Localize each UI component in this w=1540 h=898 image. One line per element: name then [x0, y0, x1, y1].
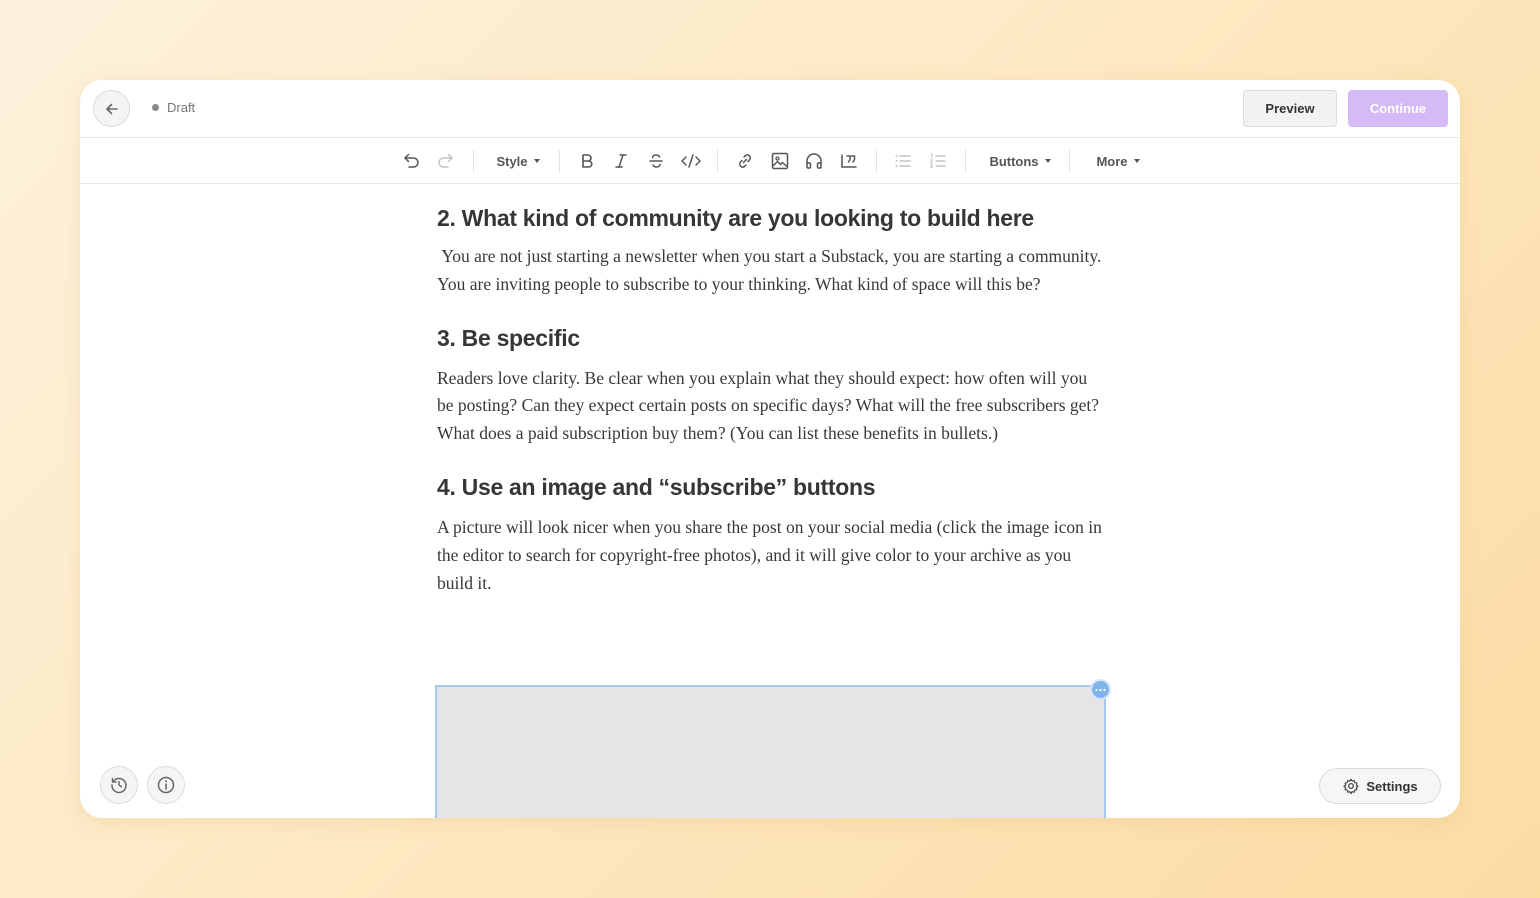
- arrow-left-icon: [104, 101, 120, 117]
- gear-icon: [1342, 777, 1360, 795]
- info-button[interactable]: [147, 766, 185, 804]
- code-button[interactable]: [677, 146, 705, 176]
- bold-icon: [578, 152, 596, 170]
- redo-icon: [436, 151, 456, 171]
- more-dropdown[interactable]: [1085, 146, 1151, 176]
- history-button[interactable]: [100, 766, 138, 804]
- audio-button[interactable]: [801, 146, 827, 176]
- quote-button[interactable]: [836, 146, 862, 176]
- caret-down-icon: [1045, 159, 1051, 163]
- image-options-button[interactable]: [1090, 679, 1111, 700]
- link-button[interactable]: [732, 146, 758, 176]
- toolbar-divider: [876, 150, 877, 172]
- buttons-label: Buttons: [989, 153, 1039, 169]
- editor-content[interactable]: [437, 184, 1107, 597]
- top-bar: [80, 80, 1460, 138]
- strikethrough-icon: [647, 152, 665, 170]
- audio-icon: [804, 151, 824, 171]
- status-dot: [152, 104, 159, 111]
- editor-window: [80, 80, 1460, 818]
- draft-status: [152, 100, 195, 115]
- info-icon: [156, 775, 176, 795]
- code-icon: [680, 152, 702, 170]
- image-button[interactable]: [767, 146, 793, 176]
- style-label: Style: [496, 153, 528, 169]
- section-paragraph: You are not just starting a newsletter when you start a Substack, you are starting a community. You are inviting people to subscribe to your thinking. What kind of space will this be?: [437, 246, 1106, 294]
- section-heading: 2. What kind of community are you looking to build here: [437, 205, 1034, 231]
- style-dropdown[interactable]: [490, 146, 546, 176]
- caret-down-icon: [534, 159, 540, 163]
- toolbar-divider: [473, 150, 474, 172]
- image-icon: [770, 151, 790, 171]
- section-heading: 4. Use an image and “subscribe” buttons: [437, 473, 876, 500]
- link-icon: [735, 151, 755, 171]
- redo-button[interactable]: [433, 146, 459, 176]
- section-paragraph: Readers love clarity. Be clear when you explain what they should expect: how often will you be posting? Can they expect certain posts on specific days? What will the free subscribers get? What does a paid subscription buy them? (You can list these benefits in bullets.): [437, 367, 1100, 444]
- status-label: Draft: [167, 100, 196, 115]
- continue-button[interactable]: Continue: [1348, 90, 1448, 127]
- more-dots-icon: [1095, 688, 1106, 692]
- history-icon: [109, 775, 129, 795]
- section-paragraph: A picture will look nicer when you share the post on your social media (click the image icon in the editor to search for copyright-free photos), and it will give color to your archive as you build it.: [437, 516, 1102, 593]
- toolbar-divider: [965, 150, 966, 172]
- toolbar-divider: [1069, 150, 1070, 172]
- image-block[interactable]: [435, 685, 1106, 818]
- quote-icon: [839, 151, 859, 171]
- italic-icon: [612, 152, 630, 170]
- numbered-list-button[interactable]: [925, 146, 951, 176]
- undo-icon: [401, 151, 421, 171]
- buttons-dropdown[interactable]: [980, 146, 1060, 176]
- strikethrough-button[interactable]: [643, 146, 669, 176]
- bold-button[interactable]: [574, 146, 600, 176]
- caret-down-icon: [1134, 159, 1140, 163]
- numbered-list-icon: [928, 151, 948, 171]
- formatting-toolbar: [80, 138, 1460, 184]
- toolbar-divider: [559, 150, 560, 172]
- undo-button[interactable]: [398, 146, 424, 176]
- settings-label: Settings: [1366, 778, 1418, 794]
- bullet-list-button[interactable]: [890, 146, 916, 176]
- more-label: More: [1096, 153, 1128, 169]
- italic-button[interactable]: [608, 146, 634, 176]
- toolbar-divider: [717, 150, 718, 172]
- preview-button[interactable]: Preview: [1243, 90, 1337, 127]
- section-heading: 3. Be specific: [437, 324, 580, 351]
- bullet-list-icon: [893, 151, 913, 171]
- settings-button[interactable]: [1319, 768, 1441, 804]
- back-button[interactable]: [93, 90, 130, 127]
